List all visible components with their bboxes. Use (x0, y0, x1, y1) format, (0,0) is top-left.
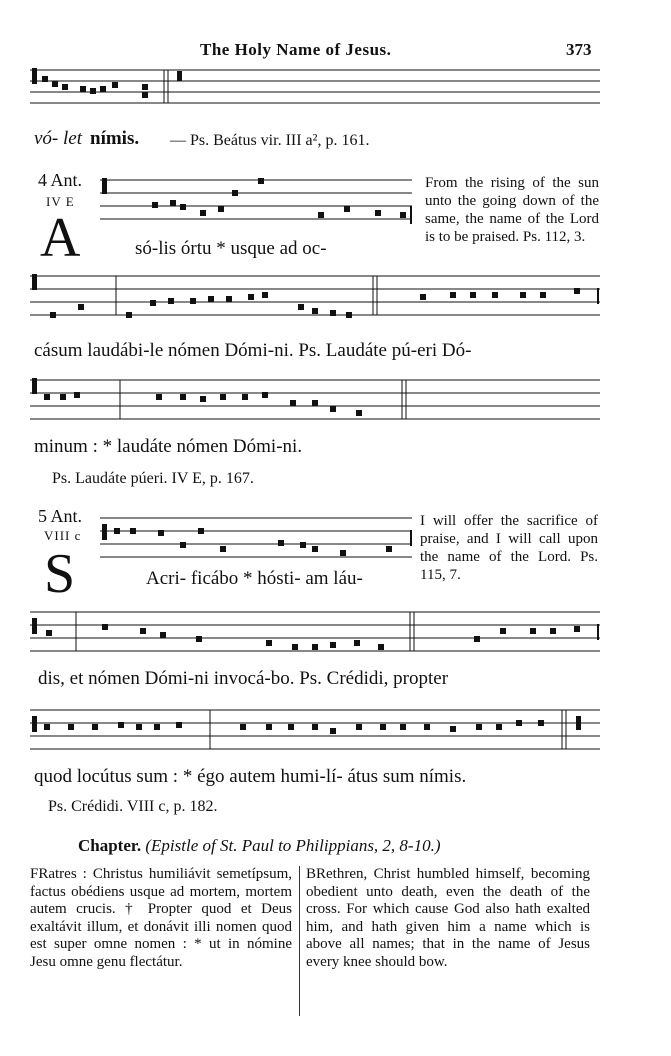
antiphon-4-lyric-3: minum : * laudáte nómen Dómi-ni. (34, 436, 303, 457)
staff1-lyric-b: nímis. (90, 128, 140, 149)
chapter-title: Chapter. (78, 836, 142, 855)
column-divider (299, 866, 300, 1016)
staff1-lyric-a: vó- let (34, 128, 83, 149)
chant-staff-2 (100, 172, 418, 232)
antiphon-5-mode: VIII c (44, 528, 82, 543)
antiphon-4-label: 4 Ant. (38, 170, 83, 190)
chant-staff-6 (30, 604, 605, 666)
antiphon-5-label: 5 Ant. (38, 506, 83, 526)
chapter-source: (Epistle of St. Paul to Philippians, 2, 8-10.) (145, 836, 441, 855)
page-number: 373 (566, 40, 592, 59)
page-header-title: The Holy Name of Jesus. (200, 40, 392, 59)
antiphon-4-lyric-2: cásum laudábi-le nómen Dómi-ni. Ps. Laudáte pú-eri Dó- (34, 340, 472, 361)
antiphon-4-mode: IV E (46, 194, 75, 209)
chapter-english-text: BRethren, Christ humbled himself, becoming obedient unto death, even the death of the cross. For which cause God also hath exalted him, and hath given him a name which is above all names; that in the name of Jesus every knee should bow. (306, 866, 590, 970)
antiphon-4-psalm-ref: Ps. Laudáte púeri. IV E, p. 167. (52, 470, 254, 487)
chapter-heading (78, 836, 441, 856)
chant-staff-4 (30, 372, 605, 434)
antiphon-4-lyric-1: só-lis órtu * usque ad oc- (135, 238, 327, 259)
chant-staff-7 (30, 702, 605, 764)
antiphon-5-translation: I will offer the sacrifice of praise, and I will call upon the name of the Lord. Ps. 115, 7. (420, 513, 598, 583)
chant-staff-3 (30, 268, 605, 330)
antiphon-5-lyric-1: Acri- ficábo * hósti- am láu- (146, 568, 363, 589)
chapter-latin-text: FRatres : Christus humiliávit semetípsum, factus obédiens usque ad mortem, mortem autem crucis. † Propter quod et Deus exaltávit illum, et donávit illi nomen quod est super omne nomen : * ut in nómine Jesu omne genu flectátur. (30, 866, 292, 970)
antiphon-4-initial: A (40, 207, 81, 269)
chant-staff-5 (100, 510, 418, 570)
staff1-psalm-ref: — Ps. Beátus vir. III a², p. 161. (170, 132, 370, 149)
antiphon-5-lyric-3: quod locútus sum : * égo autem humi-lí- átus sum nímis. (34, 766, 467, 787)
antiphon-5-initial: S (44, 543, 76, 605)
antiphon-5-psalm-ref: Ps. Crédidi. VIII c, p. 182. (48, 798, 218, 815)
antiphon-5-lyric-2: dis, et nómen Dómi-ni invocá-bo. Ps. Crédidi, propter (38, 668, 449, 689)
antiphon-4-translation: From the rising of the sun unto the going down of the same, the name of the Lord is to be praised. Ps. 112, 3. (425, 175, 599, 245)
chant-staff-1 (30, 62, 605, 124)
